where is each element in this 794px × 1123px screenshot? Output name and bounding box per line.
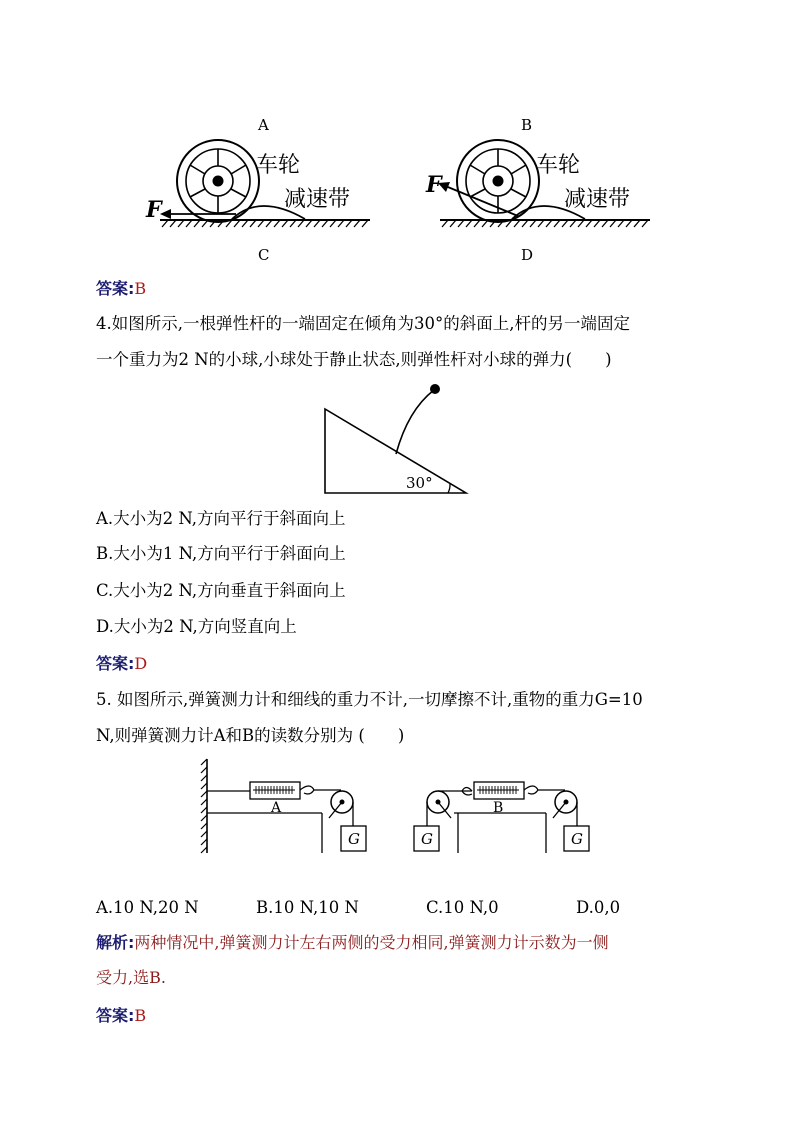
angle-label: 30° bbox=[406, 474, 433, 492]
spring-scale-figure-left bbox=[198, 756, 373, 858]
pulley bbox=[329, 791, 353, 818]
q5-option-b: B.10 N,10 N bbox=[256, 898, 359, 917]
bump-label: 减速带 bbox=[564, 187, 631, 212]
q4-option-c: C.大小为2 N,方向垂直于斜面向上 bbox=[96, 581, 346, 600]
q4-stem-line1: 4.如图所示,一根弹性杆的一端固定在倾角为30°的斜面上,杆的另一端固定 bbox=[96, 314, 630, 333]
q5-option-c: C.10 N,0 bbox=[426, 898, 499, 917]
ball bbox=[430, 384, 440, 394]
force-label: F bbox=[426, 172, 442, 198]
incline-figure bbox=[316, 378, 476, 498]
answer-q5 bbox=[96, 1003, 146, 1026]
q4-option-a: A.大小为2 N,方向平行于斜面向上 bbox=[96, 509, 346, 528]
weight-label: G bbox=[421, 830, 433, 848]
spring-scale bbox=[462, 782, 538, 799]
fig-label-c: C bbox=[258, 246, 270, 264]
pulley-right bbox=[553, 791, 577, 818]
force-label: F bbox=[146, 197, 162, 223]
answer-label: 答案: bbox=[96, 654, 135, 673]
q4-option-d: D.大小为2 N,方向竖直向上 bbox=[96, 617, 297, 636]
elastic-rod bbox=[396, 390, 434, 454]
answer-label: 答案: bbox=[96, 1006, 135, 1025]
analysis-label: 解析: bbox=[96, 933, 135, 952]
scale-label-a: A bbox=[271, 800, 282, 816]
answer-value: B bbox=[134, 279, 147, 298]
answer-q4 bbox=[96, 651, 147, 674]
weight-label: G bbox=[348, 830, 360, 848]
spring-scale bbox=[250, 782, 314, 799]
q4-option-b: B.大小为1 N,方向平行于斜面向上 bbox=[96, 544, 346, 563]
bump-label: 减速带 bbox=[284, 187, 351, 212]
incline bbox=[325, 409, 466, 493]
answer-value: D bbox=[134, 654, 148, 673]
q4-stem-line2: 一个重力为2 N的小球,小球处于静止状态,则弹性杆对小球的弹力( ) bbox=[96, 350, 612, 369]
analysis-q5 bbox=[96, 930, 609, 953]
angle-arc bbox=[448, 484, 450, 493]
wheel-label: 车轮 bbox=[536, 153, 581, 178]
q5-option-d: D.0,0 bbox=[576, 898, 621, 917]
fig-label-d: D bbox=[521, 246, 534, 264]
analysis-line1: 两种情况中,弹簧测力计左右两侧的受力相同,弹簧测力计示数为一侧 bbox=[134, 933, 609, 952]
q5-stem-line2: N,则弹簧测力计A和B的读数分别为 ( ) bbox=[96, 726, 405, 745]
fig-label-a: A bbox=[258, 116, 269, 134]
answer-label: 答案: bbox=[96, 279, 135, 298]
wheel-figure-right bbox=[420, 138, 660, 243]
wheel-figure-left bbox=[140, 138, 380, 243]
wheel-label: 车轮 bbox=[256, 153, 301, 178]
spring-scale-figure-right bbox=[410, 756, 595, 858]
q5-stem-line1: 5. 如图所示,弹簧测力计和细线的重力不计,一切摩擦不计,重物的重力G=10 bbox=[96, 690, 643, 709]
answer-value: B bbox=[134, 1006, 147, 1025]
weight-label: G bbox=[571, 830, 583, 848]
pulley-left bbox=[427, 791, 451, 818]
fig-label-b: B bbox=[521, 116, 533, 134]
answer-q3 bbox=[96, 276, 146, 299]
q5-option-a: A.10 N,20 N bbox=[96, 898, 199, 917]
scale-label-b: B bbox=[493, 800, 504, 816]
analysis-line2: 受力,选B. bbox=[96, 968, 166, 987]
